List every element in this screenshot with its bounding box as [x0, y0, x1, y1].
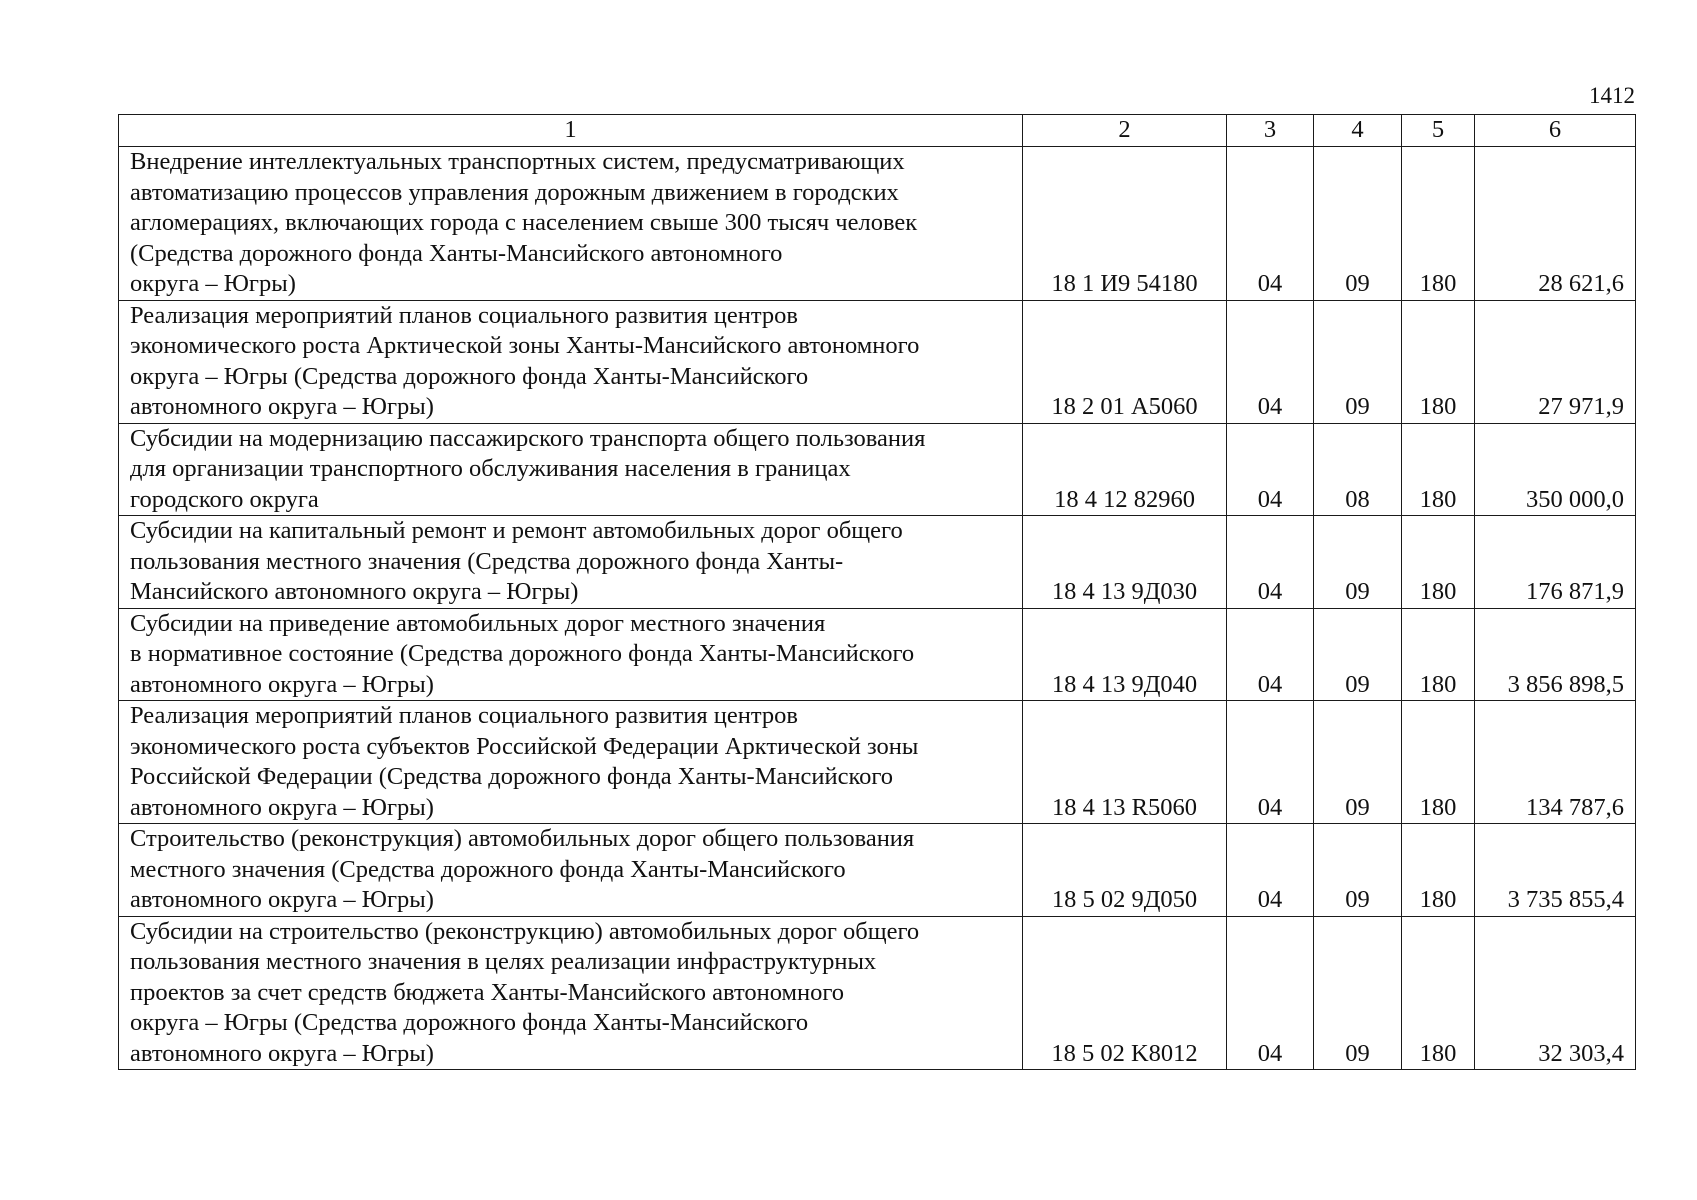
- row-name-line: Реализация мероприятий планов социального развития центров: [130, 702, 798, 729]
- row-sum-cell: 350 000,0: [1475, 423, 1636, 516]
- row-name-line: Реализация мероприятий планов социального развития центров: [130, 301, 798, 329]
- row-name-line: в нормативное состояние (Средства дорожного фонда Ханты-Мансийского: [130, 640, 915, 667]
- row-section-cell: 04: [1227, 300, 1314, 423]
- row-vr-cell: 180: [1402, 701, 1475, 824]
- row-name-line: Российской Федерации (Средства дорожного фонда Ханты-Мансийского: [130, 763, 894, 790]
- row-name-cell: [119, 916, 1023, 1070]
- row-sum-cell: 134 787,6: [1475, 701, 1636, 824]
- row-section-cell: 04: [1227, 824, 1314, 917]
- row-section-cell: 04: [1227, 701, 1314, 824]
- row-subsection-cell: 09: [1314, 300, 1402, 423]
- row-code-cell: 18 5 02 K8012: [1023, 916, 1227, 1070]
- table-row: [119, 701, 1636, 824]
- header-col-1: 1: [119, 115, 1023, 147]
- row-name-cell: [119, 516, 1023, 609]
- table-row: [119, 516, 1636, 609]
- row-vr-cell: 180: [1402, 423, 1475, 516]
- row-subsection-cell: 09: [1314, 824, 1402, 917]
- header-col-3: 3: [1227, 115, 1314, 147]
- row-name-line: Субсидии на модернизацию пассажирского транспорта общего пользования: [130, 424, 926, 452]
- row-section-cell: 04: [1227, 916, 1314, 1070]
- header-col-5: 5: [1402, 115, 1475, 147]
- row-name-line: пользования местного значения (Средства дорожного фонда Ханты-: [130, 547, 844, 575]
- row-section-cell: 04: [1227, 516, 1314, 609]
- row-sum-cell: 27 971,9: [1475, 300, 1636, 423]
- row-name-line: местного значения (Средства дорожного фонда Ханты-Мансийского: [130, 855, 846, 883]
- row-sum-cell: 3 735 855,4: [1475, 824, 1636, 917]
- table-row: [119, 147, 1636, 301]
- row-subsection-cell: 08: [1314, 423, 1402, 516]
- row-section-cell: 04: [1227, 608, 1314, 701]
- row-name-cell: [119, 300, 1023, 423]
- row-name-line: округа – Югры (Средства дорожного фонда Ханты-Мансийского: [130, 362, 809, 390]
- row-subsection-cell: 09: [1314, 916, 1402, 1070]
- row-name-line: (Средства дорожного фонда Ханты-Мансийского автономного: [130, 239, 783, 267]
- row-sum-cell: 176 871,9: [1475, 516, 1636, 609]
- row-code-cell: 18 4 13 9Д040: [1023, 608, 1227, 701]
- row-code-cell: 18 5 02 9Д050: [1023, 824, 1227, 917]
- row-name-line: Субсидии на строительство (реконструкцию) автомобильных дорог общего: [130, 917, 920, 945]
- row-name-line: проектов за счет средств бюджета Ханты-Мансийского автономного: [130, 978, 845, 1006]
- row-vr-cell: 180: [1402, 916, 1475, 1070]
- table-header-row: [119, 115, 1636, 147]
- header-col-2: 2: [1023, 115, 1227, 147]
- row-subsection-cell: 09: [1314, 701, 1402, 824]
- row-section-cell: 04: [1227, 147, 1314, 301]
- row-name-cell: [119, 824, 1023, 917]
- row-sum-cell: 3 856 898,5: [1475, 608, 1636, 701]
- row-name-line: автономного округа – Югры): [130, 670, 434, 698]
- row-name-cell: [119, 608, 1023, 701]
- row-code-cell: 18 2 01 А5060: [1023, 300, 1227, 423]
- row-subsection-cell: 09: [1314, 147, 1402, 301]
- row-code-cell: 18 4 12 82960: [1023, 423, 1227, 516]
- row-name-line: автономного округа – Югры): [130, 793, 434, 821]
- row-name-cell: [119, 701, 1023, 824]
- row-code-cell: 18 1 И9 54180: [1023, 147, 1227, 301]
- row-name-line: автономного округа – Югры): [130, 393, 434, 420]
- table-row: [119, 916, 1636, 1070]
- row-code-cell: 18 4 13 R5060: [1023, 701, 1227, 824]
- row-name-line: Субсидии на капитальный ремонт и ремонт автомобильных дорог общего: [130, 517, 903, 544]
- budget-table: [118, 114, 1636, 1070]
- table-row: [119, 423, 1636, 516]
- row-vr-cell: 180: [1402, 824, 1475, 917]
- row-name-line: Строительство (реконструкция) автомобильных дорог общего пользования: [130, 825, 915, 852]
- row-section-cell: 04: [1227, 423, 1314, 516]
- row-subsection-cell: 09: [1314, 608, 1402, 701]
- row-name-line: округа – Югры (Средства дорожного фонда Ханты-Мансийского: [130, 1009, 809, 1036]
- table-row: [119, 608, 1636, 701]
- row-vr-cell: 180: [1402, 608, 1475, 701]
- row-name-cell: [119, 147, 1023, 301]
- row-name-line: автоматизацию процессов управления дорожным движением в городских: [130, 178, 899, 206]
- row-sum-cell: 28 621,6: [1475, 147, 1636, 301]
- row-name-line: для организации транспортного обслуживания населения в границах: [130, 455, 851, 482]
- row-name-line: экономического роста Арктической зоны Ханты-Мансийского автономного: [130, 332, 920, 359]
- row-subsection-cell: 09: [1314, 516, 1402, 609]
- row-sum-cell: 32 303,4: [1475, 916, 1636, 1070]
- row-name-cell: [119, 423, 1023, 516]
- row-name-line: Мансийского автономного округа – Югры): [130, 578, 579, 605]
- table-row: [119, 824, 1636, 917]
- row-name-line: автономного округа – Югры): [130, 1039, 434, 1067]
- row-vr-cell: 180: [1402, 300, 1475, 423]
- row-name-line: Субсидии на приведение автомобильных дорог местного значения: [130, 609, 826, 637]
- header-col-4: 4: [1314, 115, 1402, 147]
- row-vr-cell: 180: [1402, 516, 1475, 609]
- header-col-6: 6: [1475, 115, 1636, 147]
- page-number: 1412: [1589, 83, 1635, 108]
- row-name-line: городского округа: [130, 485, 319, 513]
- row-name-line: пользования местного значения в целях реализации инфраструктурных: [130, 948, 877, 975]
- row-name-line: Внедрение интеллектуальных транспортных систем, предусматривающих: [130, 148, 905, 175]
- row-vr-cell: 180: [1402, 147, 1475, 301]
- row-name-line: автономного округа – Югры): [130, 886, 434, 913]
- table-row: [119, 300, 1636, 423]
- row-code-cell: 18 4 13 9Д030: [1023, 516, 1227, 609]
- row-name-line: экономического роста субъектов Российской Федерации Арктической зоны: [130, 732, 919, 760]
- row-name-line: округа – Югры): [130, 270, 296, 297]
- row-name-line: агломерациях, включающих города с населением свыше 300 тысяч человек: [130, 209, 918, 236]
